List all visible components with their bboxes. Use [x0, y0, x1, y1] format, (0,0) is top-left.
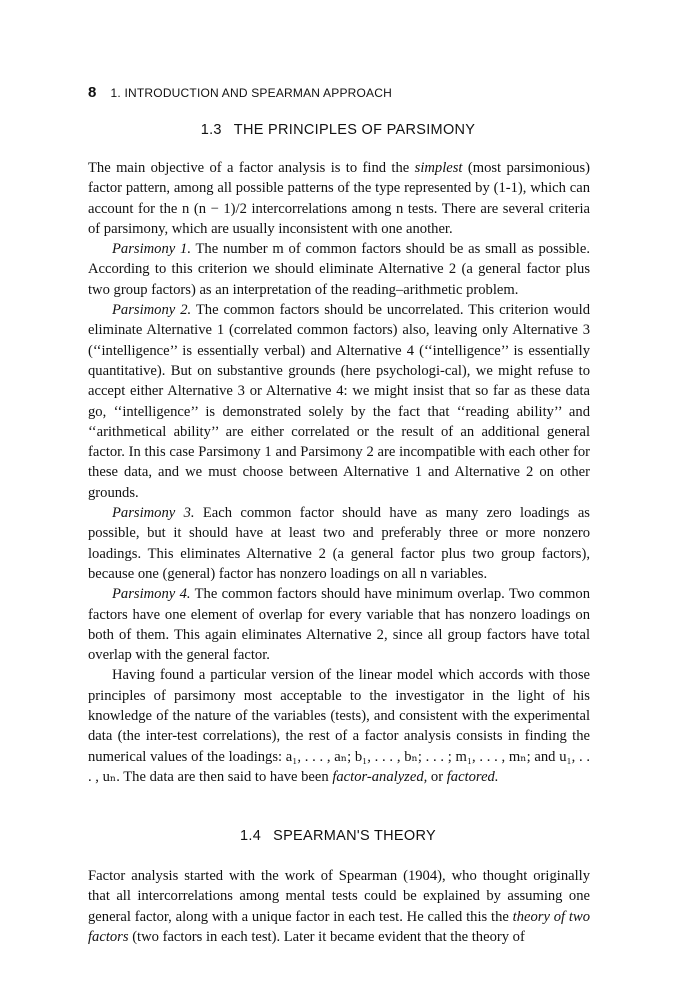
emphasis: simplest	[414, 160, 463, 176]
parsimony-label: Parsimony 4.	[112, 586, 191, 603]
parsimony-label: Parsimony 2.	[112, 302, 192, 319]
section-title: SPEARMAN'S THEORY	[273, 828, 436, 844]
text-run: The common factors should have minimum overlap. Two common factors have one element of overlap for every variable that has nonzero loadings on both of them. This again eliminates Alternative 2, since all group factors have total overlap with the general factor.	[88, 586, 590, 664]
paragraph-parsimony-3	[88, 503, 590, 584]
text-run: Having found a particular version of the linear model which accords with those principles of parsimony most acceptable to the investigator in the light of his knowledge of the nature of the variables (tests), and consistent with the experimental data (the inter-test correlations), the rest of a factor analysis consists in finding the numerical values of the loadings: a₁, . . . , aₙ; b₁, . . . , bₙ; . . . ; m₁, . . . , mₙ; and u₁, . . . , uₙ. The data are then said to have been	[88, 667, 590, 785]
text-run: (two factors in each test). Later it became evident that the theory of	[128, 928, 525, 945]
section-heading-1-4	[88, 828, 588, 844]
section-1-3-body	[88, 158, 590, 787]
text-run: The common factors should be uncorrelated. This criterion would eliminate Alternative 1 (correlated common factors) also, leaving only Alternative 3 (‘‘intelligence’’ is essentially verbal) and Alternative 4 (‘‘intelligence’’ is essentially quantitative). But on substantive grounds (here psychologi-cal), we might refuse to accept either Alternative 3 or Alternative 4: we might insist that so far as these data go, ‘‘intelligence’’ is demonstrated solely by the fact that ‘‘reading ability’’ and ‘‘arithmetical ability’’ are either correlated or the result of an additional general factor. In this case Parsimony 1 and Parsimony 2 are incompatible with each other for these data, and we must choose between Alternative 1 and Alternative 2 on other grounds.	[88, 302, 590, 501]
parsimony-label: Parsimony 1.	[112, 241, 191, 258]
paragraph-parsimony-2	[88, 300, 590, 503]
emphasis: theory of two factors	[88, 908, 590, 945]
paragraph-closing	[88, 665, 590, 787]
parsimony-label: Parsimony 3.	[112, 505, 195, 522]
chapter-title: 1. INTRODUCTION AND SPEARMAN APPROACH	[110, 86, 392, 100]
text-run: The number m of common factors should be as small as possible. According to this criterion we should eliminate Alternative 2 (a general factor plus two group factors) as an interpretation of the reading–arithmetic problem.	[88, 241, 590, 298]
paragraph-parsimony-1	[88, 239, 590, 300]
paragraph-spearman	[88, 866, 590, 947]
section-heading-1-3	[88, 122, 588, 138]
paragraph-intro	[88, 158, 590, 239]
section-number: 1.3	[200, 122, 222, 138]
emphasis: factor-analyzed,	[332, 768, 428, 785]
text-run: (most parsimonious) factor pattern, among all possible patterns of the type represented by (1-1), which can account for the n (n − 1)/2 intercorrelations among n tests. There are several criteria of parsimony, which are usually inconsistent with one another.	[88, 160, 590, 237]
emphasis: factored.	[446, 768, 499, 785]
text-run: or	[427, 768, 447, 785]
section-title: THE PRINCIPLES OF PARSIMONY	[233, 122, 476, 138]
section-1-4-body	[88, 866, 590, 947]
paragraph-parsimony-4	[88, 584, 590, 665]
running-head	[88, 84, 392, 101]
text-run: Each common factor should have as many zero loadings as possible, but it should have at least two and preferably three or more nonzero loadings. This eliminates Alternative 2 (a general factor plus two group factors), because one (general) factor has nonzero loadings on all n variables.	[88, 505, 590, 582]
text-run: The main objective of a factor analysis is to find the	[88, 160, 415, 176]
text-run: Factor analysis started with the work of Spearman (1904), who thought originally that all intercorrelations among mental tests could be explained by assuming one general factor, along with a unique factor in each test. He called this the	[88, 868, 590, 925]
section-number: 1.4	[240, 828, 262, 844]
page-number: 8	[88, 84, 97, 101]
